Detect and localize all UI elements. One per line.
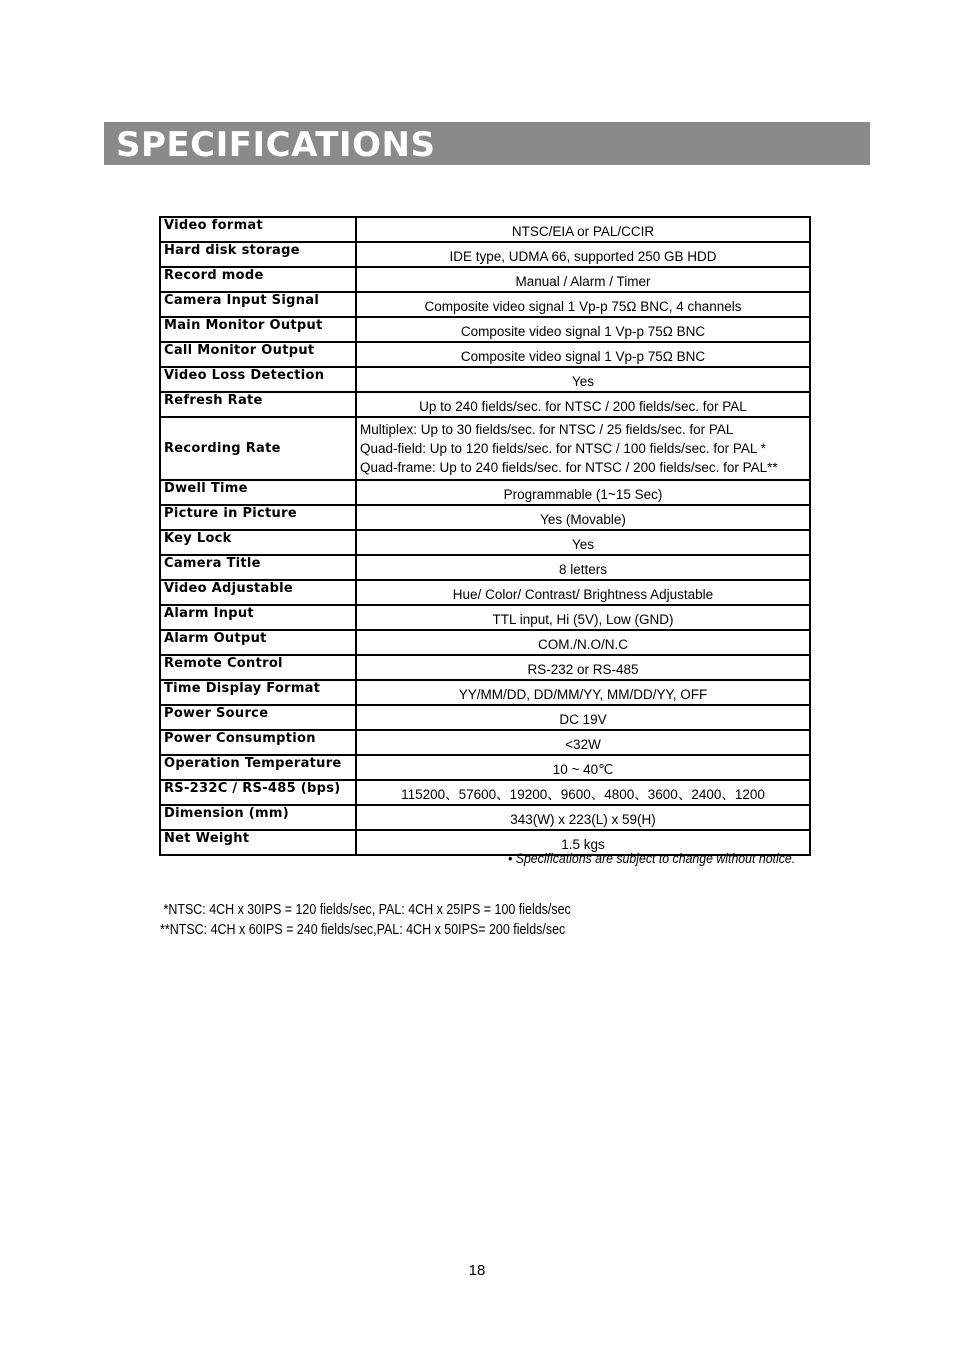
spec-value: Manual / Alarm / Timer <box>356 267 810 292</box>
spec-label: Operation Temperature <box>160 755 356 780</box>
spec-value: RS-232 or RS-485 <box>356 655 810 680</box>
spec-value: Composite video signal 1 Vp-p 75Ω BNC <box>356 342 810 367</box>
table-row <box>160 292 810 317</box>
spec-label: Video Loss Detection <box>160 367 356 392</box>
spec-value: YY/MM/DD, DD/MM/YY, MM/DD/YY, OFF <box>356 680 810 705</box>
table-row <box>160 805 810 830</box>
spec-label: Hard disk storage <box>160 242 356 267</box>
recording-rate-line: Quad-frame: Up to 240 fields/sec. for NTSC / 200 fields/sec. for PAL** <box>360 460 778 475</box>
table-row <box>160 267 810 292</box>
spec-value: <32W <box>356 730 810 755</box>
spec-label: Main Monitor Output <box>160 317 356 342</box>
table-row <box>160 367 810 392</box>
spec-label: Camera Input Signal <box>160 292 356 317</box>
recording-rate-line: Multiplex: Up to 30 fields/sec. for NTSC / 25 fields/sec. for PAL <box>360 422 734 437</box>
page-title: SPECIFICATIONS <box>116 125 436 165</box>
table-row <box>160 755 810 780</box>
spec-value: 8 letters <box>356 555 810 580</box>
page-number: 18 <box>468 1262 486 1279</box>
spec-value: Composite video signal 1 Vp-p 75Ω BNC <box>356 317 810 342</box>
table-row <box>160 730 810 755</box>
footnotes <box>160 900 571 940</box>
spec-label: Video Adjustable <box>160 580 356 605</box>
spec-label: Remote Control <box>160 655 356 680</box>
spec-value: NTSC/EIA or PAL/CCIR <box>356 217 810 242</box>
table-row <box>160 555 810 580</box>
spec-value: 343(W) x 223(L) x 59(H) <box>356 805 810 830</box>
spec-value-multiline <box>356 417 810 480</box>
table-row <box>160 317 810 342</box>
specifications-table <box>159 216 811 856</box>
table-row <box>160 342 810 367</box>
table-row <box>160 480 810 505</box>
spec-value: Programmable (1~15 Sec) <box>356 480 810 505</box>
spec-label: Refresh Rate <box>160 392 356 417</box>
spec-value: Hue/ Color/ Contrast/ Brightness Adjustable <box>356 580 810 605</box>
table-row <box>160 680 810 705</box>
table-row <box>160 605 810 630</box>
spec-value: DC 19V <box>356 705 810 730</box>
spec-label: Dwell Time <box>160 480 356 505</box>
spec-label: Record mode <box>160 267 356 292</box>
footnote: **NTSC: 4CH x 60IPS = 240 fields/sec,PAL: 4CH x 50IPS= 200 fields/sec <box>160 922 566 938</box>
table-row <box>160 780 810 805</box>
section-title-bar <box>104 122 870 165</box>
table-row <box>160 705 810 730</box>
spec-value: 115200、57600、19200、9600、4800、3600、2400、1200 <box>356 780 810 805</box>
spec-label: Camera Title <box>160 555 356 580</box>
spec-value: Yes <box>356 530 810 555</box>
spec-value: Up to 240 fields/sec. for NTSC / 200 fields/sec. for PAL <box>356 392 810 417</box>
spec-label: Call Monitor Output <box>160 342 356 367</box>
recording-rate-line: Quad-field: Up to 120 fields/sec. for NTSC / 100 fields/sec. for PAL * <box>360 441 766 456</box>
table-row <box>160 530 810 555</box>
table-row <box>160 242 810 267</box>
change-notice: • Specifications are subject to change without notice. <box>508 850 796 866</box>
spec-value: Composite video signal 1 Vp-p 75Ω BNC, 4 channels <box>356 292 810 317</box>
table-row <box>160 505 810 530</box>
table-row <box>160 655 810 680</box>
spec-label: Key Lock <box>160 530 356 555</box>
table-row <box>160 630 810 655</box>
spec-label: Recording Rate <box>160 417 356 480</box>
table-row <box>160 417 810 480</box>
spec-label: Alarm Output <box>160 630 356 655</box>
spec-label: Net Weight <box>160 830 356 855</box>
table-row <box>160 580 810 605</box>
table-row <box>160 392 810 417</box>
spec-label: Picture in Picture <box>160 505 356 530</box>
spec-value: TTL input, Hi (5V), Low (GND) <box>356 605 810 630</box>
spec-label: Time Display Format <box>160 680 356 705</box>
spec-value: COM./N.O/N.C <box>356 630 810 655</box>
footnote: *NTSC: 4CH x 30IPS = 120 fields/sec, PAL: 4CH x 25IPS = 100 fields/sec <box>160 902 571 918</box>
spec-label: Dimension (mm) <box>160 805 356 830</box>
spec-value: Yes <box>356 367 810 392</box>
spec-label: Power Consumption <box>160 730 356 755</box>
spec-label: Alarm Input <box>160 605 356 630</box>
spec-value: IDE type, UDMA 66, supported 250 GB HDD <box>356 242 810 267</box>
table-row <box>160 217 810 242</box>
spec-label: Video format <box>160 217 356 242</box>
spec-label: RS-232C / RS-485 (bps) <box>160 780 356 805</box>
spec-value: Yes (Movable) <box>356 505 810 530</box>
spec-label: Power Source <box>160 705 356 730</box>
spec-value: 1.5 kgs <box>356 830 810 855</box>
spec-value: 10 ~ 40℃ <box>356 755 810 780</box>
